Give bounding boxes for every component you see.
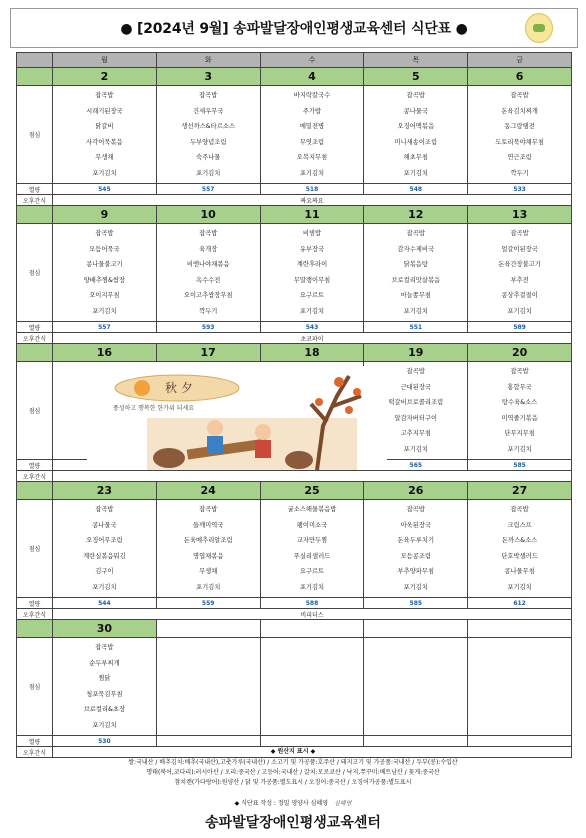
origin-line: 참치캔(가다랑어):원양산 / 닭 및 가공품:별도표시 / 오징어:중국산 / 오징어가공품:별도표시 [174, 779, 412, 786]
menu-item: 감자수제비국 [397, 245, 435, 253]
menu-item: 해초무침 [403, 154, 428, 161]
date-row-label [17, 344, 53, 362]
snack-row [17, 195, 572, 206]
menu-item: 잡곡밥 [406, 368, 425, 375]
menu-item: 포기김치 [299, 583, 325, 591]
lunch-cell [468, 86, 572, 184]
date-row [17, 482, 572, 500]
menu-item: 바지락칼국수 [293, 92, 331, 99]
date-cell: 9 [53, 206, 157, 224]
menu-item: 잡곡밥 [406, 506, 425, 513]
kcal-label: 열량 [17, 736, 53, 747]
kcal-label: 열량 [17, 322, 53, 333]
menu-item: 포기김치 [196, 169, 221, 177]
kcal-cell: 557 [156, 184, 260, 195]
kcal-cell [156, 736, 260, 747]
menu-item: 닭볶음탕 [403, 261, 428, 268]
menu-item: 무생채 [199, 568, 218, 575]
lunch-row [17, 500, 572, 598]
menu-item: 요구르트 [299, 568, 325, 575]
menu-item: 돈육간장불고기 [498, 261, 541, 268]
snack-row [17, 471, 572, 482]
date-row [17, 68, 572, 86]
origin-line: 쌀:국내산 / 배추김치:배추(국내산),고춧가루(국내산) / 소고기 및 가공품:호주산 / 돼지고기 및 가공품:국내산 / 두부(콩):수입산 [128, 759, 458, 766]
menu-item: 오복지무침 [296, 154, 328, 161]
snack-cell: 짜요짜요 [53, 195, 572, 206]
signature: 심혜영 [334, 800, 352, 807]
menu-item: 잡곡밥 [95, 644, 114, 651]
lunch-label: 점심 [17, 224, 53, 322]
kcal-cell: 544 [53, 598, 157, 609]
lunch-cell [468, 638, 572, 736]
menu-item: 사각어묵볶음 [86, 138, 123, 146]
menu-item: 계란후라이 [296, 261, 328, 268]
snack-cell: 초코파이 [53, 333, 572, 344]
menu-item: 돈육두루치기 [397, 537, 435, 544]
day-name: 금 [468, 53, 572, 68]
date-row-label [17, 620, 53, 638]
menu-item: 잡곡밥 [95, 506, 114, 513]
menu-item: 비엔나야채볶음 [186, 261, 230, 268]
menu-item: 잡곡밥 [510, 368, 529, 375]
kcal-cell: 559 [156, 598, 260, 609]
kcal-cell: 548 [364, 184, 468, 195]
menu-item: 오징어무조림 [86, 537, 123, 544]
title-bar [10, 8, 578, 48]
snack-label: 오후간식 [17, 333, 53, 344]
menu-item: 김구이 [95, 568, 114, 575]
day-name: 수 [260, 53, 364, 68]
kcal-row [17, 184, 572, 195]
origin-list [40, 758, 546, 788]
kcal-cell: 557 [53, 322, 157, 333]
snack-cell [53, 471, 572, 482]
menu-item: 근대된장국 [400, 383, 431, 391]
menu-item: 유부장국 [299, 245, 325, 253]
date-cell: 25 [260, 482, 364, 500]
menu-item: 부추전 [510, 276, 529, 284]
menu-item: 순두부찌개 [89, 659, 120, 667]
kcal-row [17, 322, 572, 333]
day-name: 화 [156, 53, 260, 68]
menu-item: 알감자버터구이 [394, 414, 438, 422]
date-cell [156, 620, 260, 638]
lunch-cell [156, 86, 260, 184]
lunch-cell [156, 500, 260, 598]
menu-item: 푸실리샐러드 [293, 552, 331, 560]
lunch-cell [468, 362, 572, 460]
menu-item: 얼갈이된장국 [501, 245, 538, 253]
lunch-cell [156, 638, 260, 736]
menu-item: 비빔밥 [302, 230, 322, 237]
lunch-cell [53, 224, 157, 322]
menu-item: 콩상추겉절이 [501, 292, 538, 299]
kcal-label: 열량 [17, 598, 53, 609]
menu-item: 잡곡밥 [510, 230, 529, 237]
menu-item: 포기김치 [92, 307, 117, 315]
menu-item: 시래기된장국 [86, 107, 123, 115]
snack-label: 오후간식 [17, 747, 53, 758]
menu-item: 마늘쫑무침 [400, 292, 431, 299]
date-cell: 2 [53, 68, 157, 86]
kcal-cell: 593 [156, 322, 260, 333]
date-cell: 17 [156, 344, 260, 362]
lunch-row [17, 638, 572, 736]
snack-label: 오후간식 [17, 609, 53, 620]
menu-item: 찜닭 [98, 675, 111, 682]
lunch-row [17, 224, 572, 322]
date-cell: 10 [156, 206, 260, 224]
date-cell: 24 [156, 482, 260, 500]
kcal-cell: 565 [364, 460, 468, 471]
date-cell: 20 [468, 344, 572, 362]
kcal-cell: 588 [260, 598, 364, 609]
chuseok-illustration [87, 366, 387, 470]
menu-item: 콩나물국 [92, 521, 117, 529]
menu-item: 부추양파무침 [397, 568, 435, 575]
kcal-row [17, 736, 572, 747]
lunch-cell [260, 500, 364, 598]
kcal-label: 열량 [17, 460, 53, 471]
date-cell: 23 [53, 482, 157, 500]
date-row-label [17, 206, 53, 224]
center-name: 송파발달장애인평생교육센터 [205, 815, 381, 831]
snack-row [17, 609, 572, 620]
kcal-cell: 543 [260, 322, 364, 333]
menu-item: 숙주나물 [196, 154, 221, 161]
menu-item: 건새우무국 [192, 107, 224, 115]
menu-item: 명엽채볶음 [192, 552, 224, 560]
day-name: 월 [53, 53, 157, 68]
date-cell: 12 [364, 206, 468, 224]
lunch-cell [364, 86, 468, 184]
menu-item: 브로컬리맛살볶음 [391, 276, 441, 284]
menu-item: 주가밥 [302, 107, 322, 115]
lunch-cell [468, 500, 572, 598]
menu-item: 포기김치 [507, 445, 532, 453]
lunch-cell [156, 224, 260, 322]
date-row-label [17, 68, 53, 86]
menu-item: 요구르트 [299, 292, 325, 299]
menu-item: 팽이미소국 [296, 521, 328, 529]
menu-item: 크림스프 [507, 521, 532, 529]
menu-item: 포기김치 [196, 583, 221, 591]
date-cell: 4 [260, 68, 364, 86]
lunch-cell [468, 224, 572, 322]
date-cell: 16 [53, 344, 157, 362]
snack-cell: 비피더스 [53, 609, 572, 620]
kcal-cell: 589 [468, 322, 572, 333]
menu-item: 깍두기 [510, 169, 529, 177]
date-cell [260, 620, 364, 638]
menu-item: 포기김치 [403, 445, 428, 453]
lunch-cell [260, 224, 364, 322]
menu-item: 단호박샐러드 [501, 552, 538, 560]
lunch-label: 점심 [17, 362, 53, 460]
menu-item: 잡곡밥 [510, 92, 529, 99]
menu-item: 돈까스&소스 [501, 537, 538, 544]
menu-item: 포기김치 [92, 583, 117, 591]
date-row-label [17, 482, 53, 500]
menu-item: 콩나물국 [403, 107, 428, 115]
page-title: ● [2024년 9월] 송파발달장애인평생교육센터 식단표 ● [120, 21, 468, 37]
menu-item: 잡곡밥 [95, 92, 114, 99]
menu-item: 양배추찜&쌈장 [83, 276, 126, 284]
date-cell: 11 [260, 206, 364, 224]
lunch-cell [364, 500, 468, 598]
menu-item: 단무지무침 [504, 430, 535, 437]
menu-table [16, 52, 572, 758]
menu-item: 잡곡밥 [199, 92, 218, 99]
date-cell: 3 [156, 68, 260, 86]
lunch-cell [260, 638, 364, 736]
menu-item: 계란실볶음뭐김 [83, 552, 126, 560]
menu-item: 미니새송이조림 [394, 138, 438, 146]
menu-item: 포기김치 [403, 583, 428, 591]
menu-item: 미역줄기볶음 [501, 414, 538, 422]
menu-item: 옥수수전 [196, 276, 221, 284]
holiday-caption: 풍성하고 행복한 한가위 되세요 [113, 405, 195, 412]
menu-item: 도토리묵야채무침 [495, 138, 544, 146]
menu-item: 무생채 [95, 154, 114, 161]
lunch-row [17, 362, 572, 460]
menu-item: 잡곡밥 [406, 92, 425, 99]
date-cell: 6 [468, 68, 572, 86]
snack-row [17, 333, 572, 344]
kcal-row [17, 598, 572, 609]
kcal-cell: 551 [364, 322, 468, 333]
date-cell [468, 620, 572, 638]
lunch-row [17, 86, 572, 184]
menu-item: 무엿조림 [299, 138, 325, 146]
menu-item: 잡곡밥 [199, 506, 218, 513]
menu-item: 포기김치 [299, 307, 325, 315]
menu-item: 브로컬리&초장 [83, 706, 126, 713]
lunch-label: 점심 [17, 638, 53, 736]
kcal-label: 열량 [17, 184, 53, 195]
kcal-cell: 545 [53, 184, 157, 195]
menu-item: 콩나물무침 [504, 568, 535, 575]
date-row [17, 620, 572, 638]
menu-item: 무말랭이무침 [293, 276, 331, 284]
origin-line: 명태(북어,코다리):러시아산 / 오리:중국산 / 고등어:국내산 / 갈치:모로코산 / 낙지,쭈꾸미:베트남산 / 꽃게:중국산 [146, 769, 440, 776]
menu-item: 포기김치 [299, 169, 325, 177]
menu-item: 잡곡밥 [406, 230, 425, 237]
date-cell [364, 620, 468, 638]
kcal-cell: 518 [260, 184, 364, 195]
menu-item: 모듬콩조림 [400, 552, 431, 560]
menu-item: 홍합무국 [507, 383, 532, 391]
holiday-cell [53, 362, 364, 460]
holiday-banner: 秋 夕 [165, 381, 193, 395]
menu-item: 들깨미역국 [192, 521, 224, 529]
menu-item: 연근조림 [507, 154, 532, 161]
menu-item: 동그랑땡전 [504, 123, 535, 130]
menu-item: 떡갈비브로콜리조림 [388, 399, 444, 406]
menu-item: 잡곡밥 [510, 506, 529, 513]
snack-label: 오후간식 [17, 195, 53, 206]
writer-text: ◆ 식단표 작성 : 정밀 영양사 심혜영 [234, 800, 329, 807]
lunch-cell [53, 500, 157, 598]
menu-item: 오이지무침 [89, 292, 120, 299]
menu-item: 두부양념조림 [189, 138, 227, 146]
menu-item: 포기김치 [507, 583, 532, 591]
menu-item: 메밀전병 [299, 123, 325, 130]
menu-item: 포기김치 [92, 169, 117, 177]
kcal-cell [260, 736, 364, 747]
menu-item: 아욱된장국 [400, 521, 431, 529]
menu-item: 굴소스해물볶음밥 [287, 506, 337, 513]
menu-item: 포기김치 [403, 307, 428, 315]
menu-item: 오이고추쌈장무침 [183, 292, 233, 299]
date-cell: 13 [468, 206, 572, 224]
origin-title: ◆ 원산지 표시 ◆ [270, 748, 316, 755]
menu-item: 생선까스&타르소스 [181, 123, 235, 130]
menu-item: 깍두기 [199, 307, 218, 315]
date-cell: 27 [468, 482, 572, 500]
center-logo-icon [525, 13, 553, 43]
snack-label: 오후간식 [17, 471, 53, 482]
menu-item: 포기김치 [403, 169, 428, 177]
lunch-cell [53, 86, 157, 184]
menu-item: 고추지무침 [400, 430, 431, 437]
menu-item: 오징어맥볶음 [397, 123, 435, 130]
corner-cell [17, 53, 53, 68]
menu-item: 교자만두찜 [296, 537, 328, 544]
date-cell: 30 [53, 620, 157, 638]
date-row [17, 344, 572, 362]
kcal-cell: 533 [468, 184, 572, 195]
date-cell: 26 [364, 482, 468, 500]
date-cell: 19 [364, 344, 468, 362]
menu-item: 육개장 [199, 245, 218, 253]
date-row [17, 206, 572, 224]
lunch-cell [260, 86, 364, 184]
menu-item: 돈육메추리알조림 [183, 537, 233, 544]
menu-item: 돈육김치찌개 [501, 107, 538, 115]
menu-item: 포기김치 [507, 307, 532, 315]
kcal-cell: 585 [468, 460, 572, 471]
kcal-cell [364, 736, 468, 747]
lunch-cell [364, 638, 468, 736]
menu-item: 모듬어묵국 [89, 245, 120, 253]
lunch-label: 점심 [17, 500, 53, 598]
day-name: 목 [364, 53, 468, 68]
kcal-cell [468, 736, 572, 747]
date-cell: 18 [260, 344, 364, 362]
menu-item: 탕수육&소스 [501, 399, 538, 406]
lunch-cell [53, 638, 157, 736]
writer-line [0, 798, 586, 807]
kcal-cell: 612 [468, 598, 572, 609]
menu-item: 닭갈비 [95, 123, 114, 130]
menu-item: 잡곡밥 [199, 230, 218, 237]
menu-item: 잡곡밥 [95, 230, 114, 237]
lunch-cell [364, 224, 468, 322]
lunch-label: 점심 [17, 86, 53, 184]
day-header-row [17, 53, 572, 68]
kcal-cell: 585 [364, 598, 468, 609]
date-cell: 5 [364, 68, 468, 86]
menu-item: 콩나물불고기 [86, 261, 123, 268]
menu-item: 청포묵김무침 [86, 690, 123, 698]
kcal-cell: 530 [53, 736, 157, 747]
menu-item: 포기김치 [92, 721, 117, 729]
